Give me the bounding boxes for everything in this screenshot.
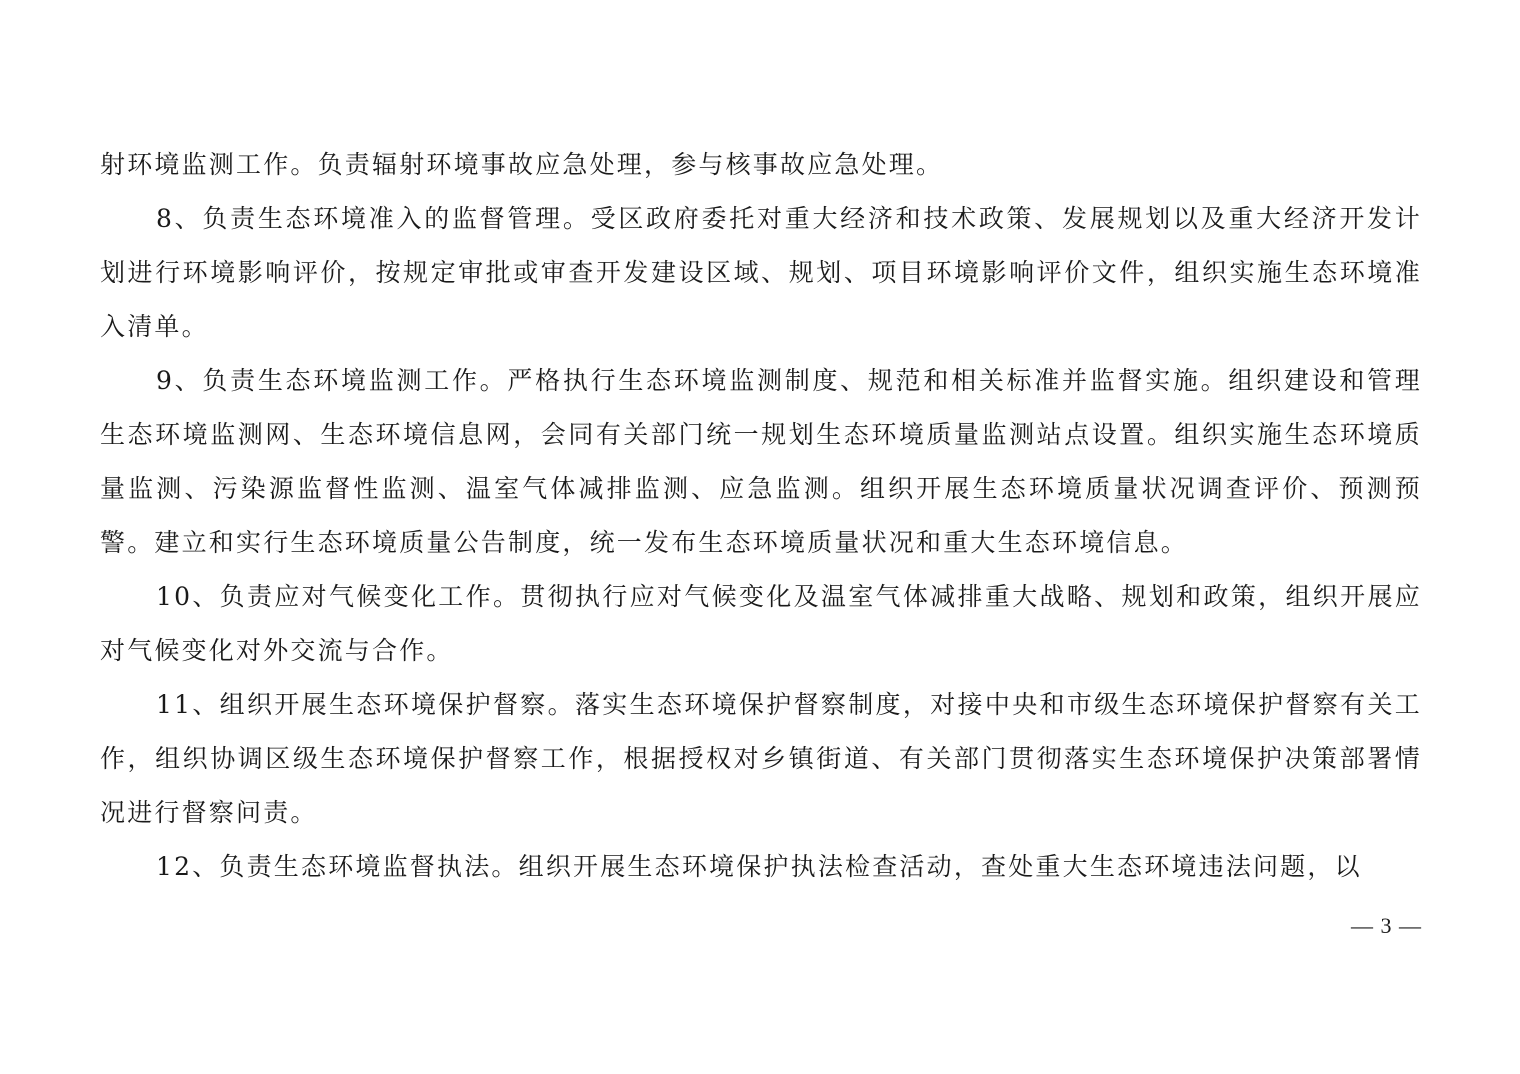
paragraph-item-8: 8、负责生态环境准入的监督管理。受区政府委托对重大经济和技术政策、发展规划以及重大经济开发计划进行环境影响评价，按规定审批或审查开发建设区域、规划、项目环境影响评价文件，组织实施生态环境准入清单。 [100,204,1422,341]
page-number: — 3 — [1351,913,1422,938]
paragraph-item-11: 11、组织开展生态环境保护督察。落实生态环境保护督察制度，对接中央和市级生态环境保护督察有关工作，组织协调区级生态环境保护督察工作，根据授权对乡镇街道、有关部门贯彻落实生态环境保护决策部署情况进行督察问责。 [100,690,1422,827]
paragraph-item-9: 9、负责生态环境监测工作。严格执行生态环境监测制度、规范和相关标准并监督实施。组织建设和管理生态环境监测网、生态环境信息网，会同有关部门统一规划生态环境质量监测站点设置。组织实施生态环境质量监测、污染源监督性监测、温室气体减排监测、应急监测。组织开展生态环境质量状况调查评价、预测预警。建立和实行生态环境质量公告制度，统一发布生态环境质量状况和重大生态环境信息。 [100,366,1422,557]
paragraph-item-10: 10、负责应对气候变化工作。贯彻执行应对气候变化及温室气体减排重大战略、规划和政策，组织开展应对气候变化对外交流与合作。 [100,582,1422,665]
document-body [100,138,1422,894]
paragraph-item-12: 12、负责生态环境监督执法。组织开展生态环境保护执法检查活动，查处重大生态环境违法问题，以 [156,852,1362,881]
paragraph-continuation: 射环境监测工作。负责辐射环境事故应急处理，参与核事故应急处理。 [100,150,944,179]
